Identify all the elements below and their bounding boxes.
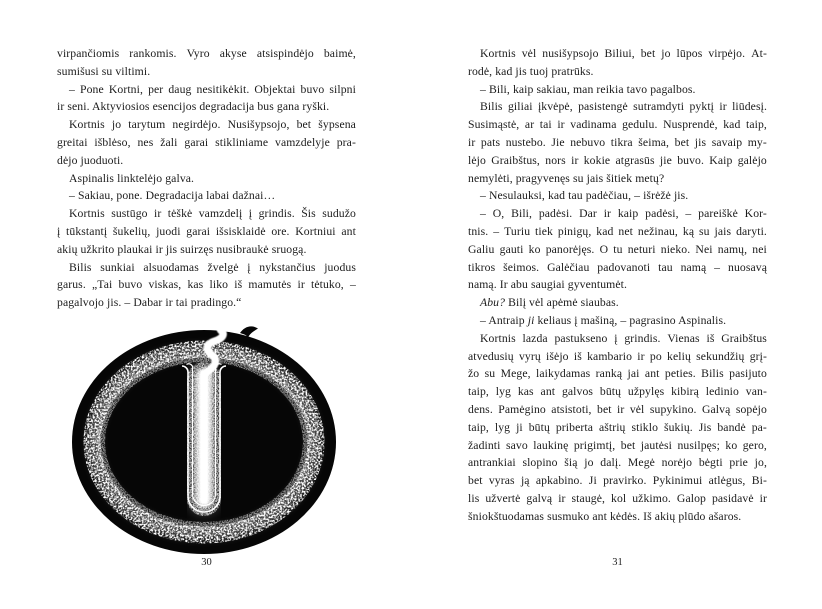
- page-number-left: 30: [201, 557, 212, 568]
- text-line: Kortnis sustūgo ir tėškė vamzdelį į grindis. Šis sudužo: [69, 207, 356, 221]
- text-line: šniokštuodamas susmuko ant kėdės. Iš akių plūdo ašaros.: [468, 509, 742, 523]
- text-line: Aspinalis linktelėjo galva.: [69, 171, 195, 185]
- text-line: Bilis giliai įkvėpė, pasistengė sutramdyti pyktį ir liūdesį.: [480, 100, 767, 114]
- text-line: Kortnis jo tarytum negirdėjo. Nusišypsojo, bet šypsena: [69, 118, 356, 132]
- text-line: rodė, kad jis tuoj pratrūks.: [468, 64, 594, 78]
- text-line: nemylėti, pragyvenęs su jais šitiek metų?: [468, 171, 665, 185]
- text-line: – Pone Kortni, per daug nesitikėkit. Objektai buvo silpni: [69, 82, 356, 96]
- right-page-text: [468, 45, 767, 526]
- text-line: – Sakiau, pone. Degradacija labai dažnai…: [69, 189, 276, 203]
- text-line: akių užkrito plaukai ir jis suirzęs nusibraukė sruogą.: [57, 242, 307, 256]
- text-line: greitai išblėso, nes žali garai stikliniame vamzdelyje pra-: [57, 135, 356, 149]
- text-line: taip, lyg ji būtų priberta aštrių stiklo šukių. Jis bandė pa-: [468, 420, 767, 434]
- text-line: – Antraip ji keliaus į mašiną, – pagrasino Aspinalis.: [480, 313, 727, 327]
- text-line: bet vyras ją apkabino. Ji pravirko. Pykinimui atlėgus, Bi-: [468, 474, 767, 488]
- text-line: Abu? Bilį vėl apėmė siaubas.: [480, 296, 619, 310]
- text-line: dens. Pamėgino atsistoti, bet ir vėl supykino. Galvą sopėjo: [468, 402, 767, 416]
- text-line: tikros šeimos. Galėčiau padovanoti tau namą – nuosavą: [468, 260, 767, 274]
- text-line: – Bili, kaip sakiau, man reikia tavo pagalbos.: [480, 82, 696, 96]
- test-tube-illustration: [66, 326, 342, 558]
- text-line: atvedusių vyrų išėjo iš kambario ir po kelių sekundžių grį-: [468, 349, 767, 363]
- text-line: namą. Ir abu saugiai gyventumėt.: [468, 278, 627, 292]
- text-line: dėjo juoduoti.: [57, 153, 124, 167]
- left-page-text: [57, 45, 356, 312]
- page-number-right: 31: [612, 557, 623, 568]
- text-line: Susimąstė, ar tai ir vadinama gedulu. Nusprendė, kad taip,: [468, 118, 767, 132]
- text-line: lėjo Graibštus, nors ir kokie atgrasūs jie buvo. Kaip galėjo: [468, 153, 767, 167]
- text-line: garus. „Tai buvo viskas, kas liko iš mamutės ir tėtuko, –: [57, 278, 356, 292]
- text-line: ir pats nustebo. Jie nebuvo tikra šeima, bet jis savaip my-: [468, 135, 767, 149]
- illustration-svg: [66, 326, 342, 558]
- text-line: Galiu gauti ko panorėjęs. O tu neturi nieko. Nei namų, nei: [468, 242, 767, 256]
- text-line: Kortnis lazda pastukseno į grindis. Vienas iš Graibštus: [480, 331, 767, 345]
- text-line: žadinti savo laukinę prigimtį, bet jautėsi nusilpęs; ko gero,: [468, 438, 767, 452]
- test-tube: [182, 362, 226, 516]
- text-line: tnis. – Turiu tiek pinigų, kad net nežinau, ką su jais daryti.: [468, 224, 767, 238]
- text-line: Bilis sunkiai alsuodamas žvelgė į nykstančius juodus: [69, 260, 356, 274]
- text-line: ir seni. Aktyviosios esencijos degradacija bus gana ryški.: [57, 100, 330, 114]
- text-line: antrankiai slopino šią jo dalį. Megė norėjo bėgti prie jo,: [468, 456, 767, 470]
- text-line: – Nesulauksi, kad tau padėčiau, – išrėžė jis.: [480, 189, 689, 203]
- text-line: į tūkstantį šukelių, juodi garai išsisklaidė ore. Kortniui ant: [57, 224, 356, 238]
- text-line: žo su Mege, laikydamas ranką jai ant peties. Bilis pasijuto: [468, 367, 767, 381]
- text-line: pagalvojo jis. – Dabar ir tai pradingo.“: [57, 296, 242, 310]
- text-line: taip, lyg kas ant galvos būtų užpylęs kibirą ledinio van-: [468, 385, 767, 399]
- text-line: Kortnis vėl nusišypsojo Biliui, bet jo lūpos virpėjo. At-: [480, 47, 767, 60]
- text-line: sumišusi su viltimi.: [57, 64, 151, 78]
- text-line: lis užvertė galvą ir staugė, kol užkimo. Galop pasidavė ir: [468, 491, 767, 505]
- text-line: – O, Bili, padėsi. Dar ir kaip padėsi, – pareiškė Kor-: [480, 207, 767, 221]
- tube-core-glow: [200, 370, 208, 504]
- text-line: virpančiomis rankomis. Vyro akyse atsispindėjo baimė,: [57, 47, 356, 60]
